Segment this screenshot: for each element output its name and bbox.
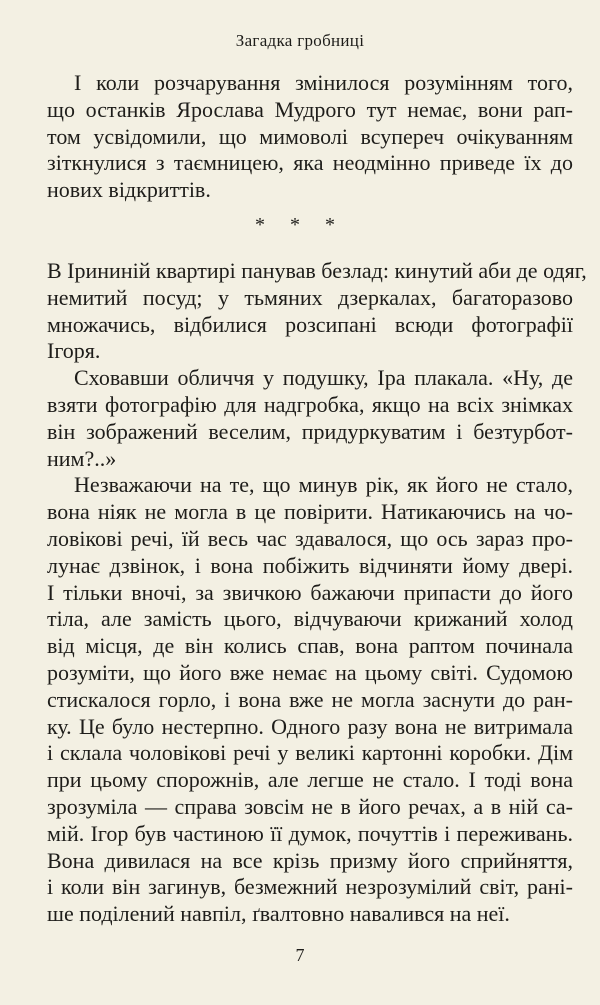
text-line: ним?..» xyxy=(47,445,117,471)
text-line: лунає дзвінок, і вона побіжить відчиняти йому двері. xyxy=(47,552,573,578)
page-number: 7 xyxy=(295,945,305,965)
text-line: Вона дивилася на все крізь призму його сприйняття, xyxy=(47,847,573,873)
text-line: Ігоря. xyxy=(47,338,101,364)
text-line: зіткнулися з таємницею, яка неодмінно приведе їх до xyxy=(47,150,573,176)
text-line: і коли він загинув, безмежний незрозумілий світ, рані- xyxy=(47,874,573,900)
text-line: І коли розчарування змінилося розумінням того, xyxy=(74,70,573,95)
text-line: ку. Це було нестерпно. Одного разу вона не витримала xyxy=(47,713,573,739)
text-line: Сховавши обличчя у подушку, Іра плакала. «Ну, де xyxy=(74,365,573,391)
opening-paragraph xyxy=(47,70,573,204)
text-line: том усвідомили, що мимоволі всупереч очікуванням xyxy=(47,123,573,149)
running-head: Загадка гробниці xyxy=(235,31,365,50)
paragraph xyxy=(47,258,587,365)
text-line: множачись, відбилися розсипані всюди фотографії xyxy=(47,311,573,337)
text-line: що останків Ярослава Мудрого тут немає, вони рап- xyxy=(47,96,573,122)
paragraph xyxy=(47,365,573,472)
text-line: тіла, але замість цього, відчуваючи крижаний холод xyxy=(47,606,573,632)
text-line: І тільки вночі, за звичкою бажаючи припасти до його xyxy=(47,579,573,605)
section-separator: * * * xyxy=(255,214,345,236)
text-line: стискалося горло, і вона вже не могла заснути до ран- xyxy=(47,686,573,712)
text-line: Незважаючи на те, що минув рік, як його не стало, xyxy=(74,472,573,498)
text-line: ловікові речі, їй весь час здавалося, що ось зараз про- xyxy=(47,525,573,551)
text-line: В Ірининій квартирі панував безлад: кинутий аби де одяг, xyxy=(47,258,587,283)
text-line: мій. Ігор був частиною її думок, почуттів і переживань. xyxy=(47,820,573,846)
text-line: ше поділений навпіл, ґвалтовно навалився на неї. xyxy=(47,901,510,927)
body-text xyxy=(47,258,587,928)
text-line: немитий посуд; у тьмяних дзеркалах, багаторазово xyxy=(47,284,573,310)
text-line: зрозуміла — справа зовсім не в його речах, а в ній са- xyxy=(47,793,573,819)
text-line: при цьому спорожнів, але легше не стало. І тоді вона xyxy=(47,767,573,793)
text-line: вона ніяк не могла в це повірити. Натикаючись на чо- xyxy=(47,499,573,525)
text-line: розуміти, що його вже немає на цьому світі. Судомою xyxy=(47,659,573,685)
paragraph xyxy=(47,472,573,928)
text-line: нових відкриттів. xyxy=(47,177,211,203)
text-line: і склала чоловікові речі у великі картонні коробки. Дім xyxy=(47,740,573,766)
text-line: він зображений веселим, придуркуватим і безтурбот- xyxy=(47,418,573,444)
text-line: взяти фотографію для надгробка, якщо на всіх знімках xyxy=(47,391,573,417)
text-line: від місця, де він колись спав, вона раптом починала xyxy=(47,633,573,659)
